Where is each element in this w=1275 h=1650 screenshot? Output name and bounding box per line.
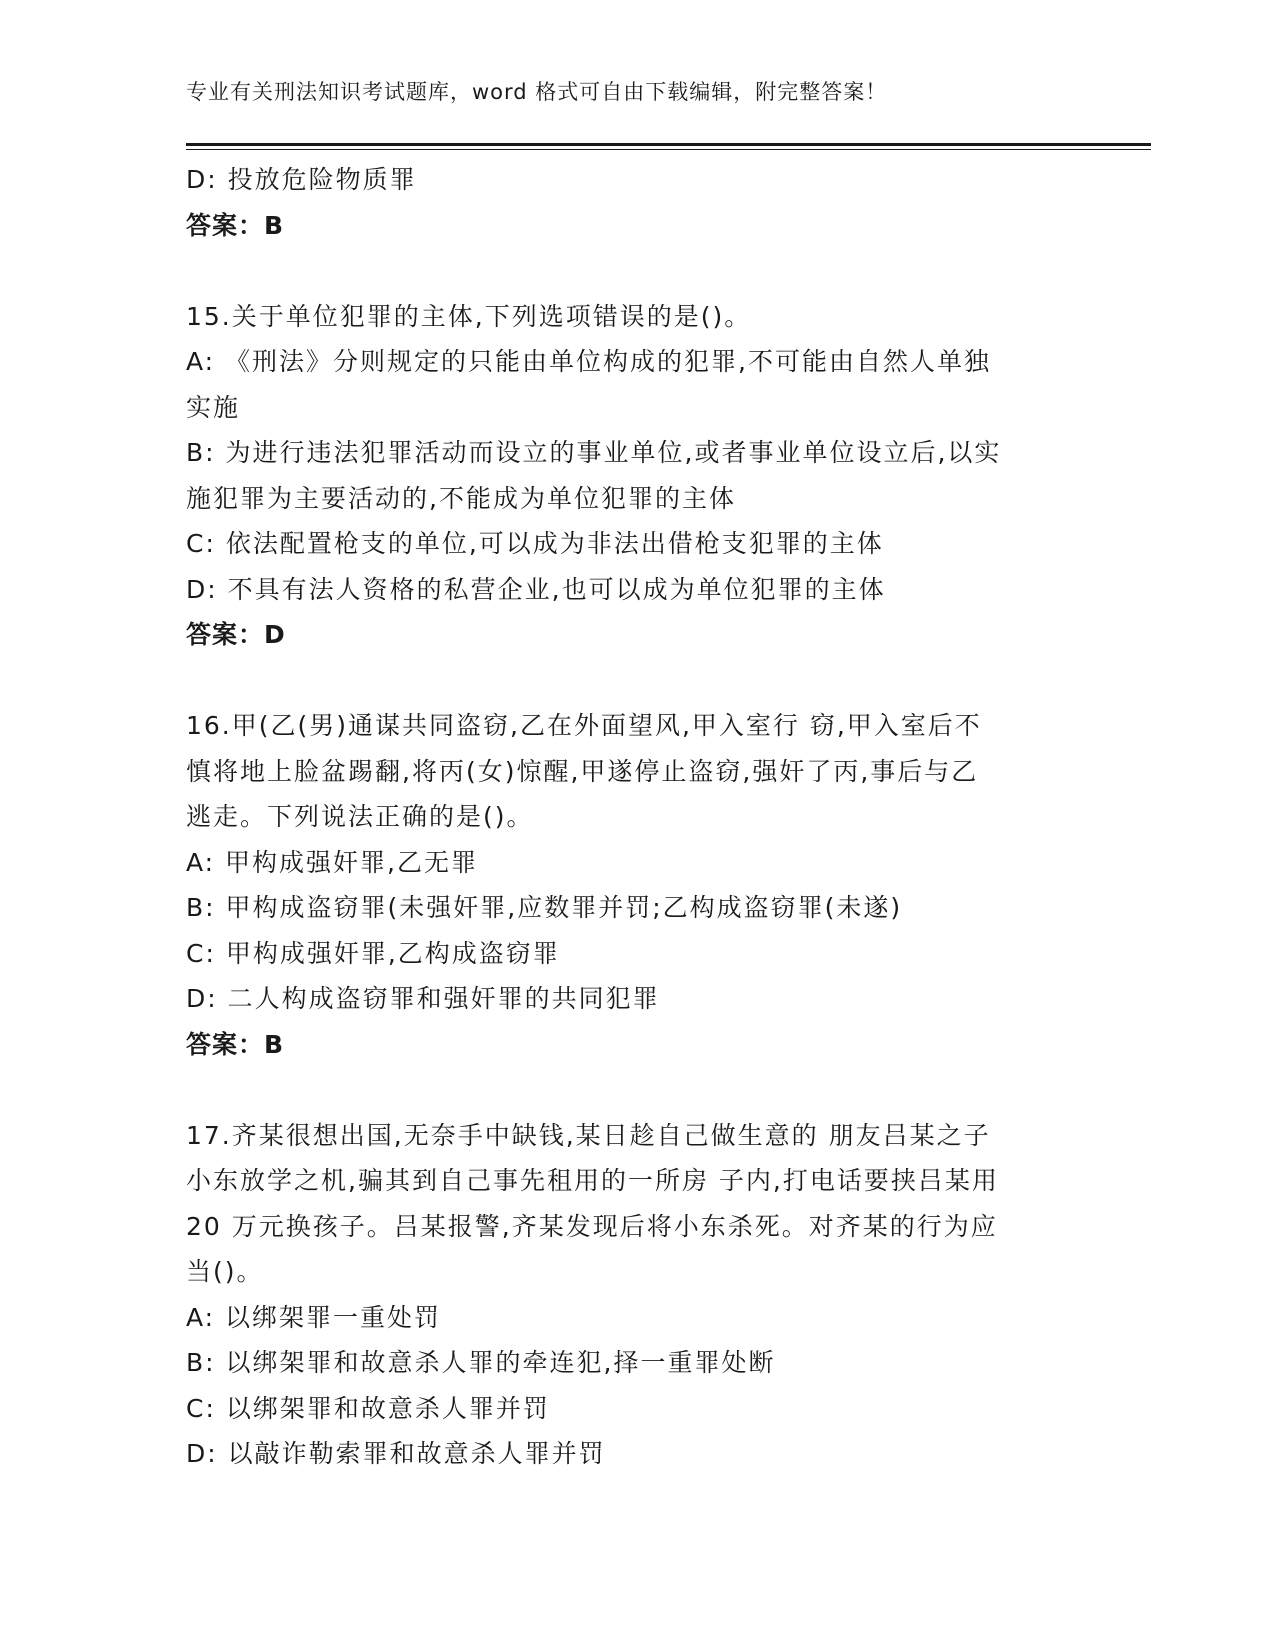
question-text: 小东放学之机,骗其到自己事先租用的一所房 子内,打电话要挟吕某用: [186, 1166, 999, 1195]
block-spacer: [186, 248, 1086, 294]
question-block: [186, 294, 1086, 658]
question-block: [186, 1113, 1086, 1477]
option-line: D: 投放危险物质罪: [186, 165, 417, 194]
answer-line: 答案：B: [186, 1029, 285, 1059]
question-text: 当()。: [186, 1257, 264, 1286]
option-line: B: 甲构成盗窃罪(未强奸罪,应数罪并罚;乙构成盗窃罪(未遂): [186, 893, 903, 922]
option-line: B: 为进行违法犯罪活动而设立的事业单位,或者事业单位设立后,以实: [186, 438, 1002, 467]
option-line: A: 甲构成强奸罪,乙无罪: [186, 847, 478, 877]
option-line: 施犯罪为主要活动的,不能成为单位犯罪的主体: [186, 483, 736, 513]
option-line: A: 以绑架罪一重处罚: [186, 1302, 442, 1332]
question-text: 慎将地上脸盆踢翻,将丙(女)惊醒,甲遂停止盗窃,强奸了丙,事后与乙: [186, 756, 979, 786]
document-body: [186, 157, 1086, 1477]
question-text: 17.齐某很想出国,无奈手中缺钱,某日趁自己做生意的 朋友吕某之子: [186, 1120, 991, 1150]
question-block: [186, 703, 1086, 1067]
option-line: C: 甲构成强奸罪,乙构成盗窃罪: [186, 938, 560, 968]
question-text: 20 万元换孩子。吕某报警,齐某发现后将小东杀死。对齐某的行为应: [186, 1211, 998, 1241]
header-rule-thick: [186, 143, 1151, 146]
page-header: 专业有关刑法知识考试题库，word 格式可自由下载编辑，附完整答案！: [186, 80, 888, 104]
answer-line: 答案：B: [186, 210, 285, 240]
question-block: [186, 157, 1086, 248]
question-text: 16.甲(乙(男)通谋共同盗窃,乙在外面望风,甲入室行 窃,甲入室后不: [186, 711, 982, 740]
option-line: 实施: [186, 392, 241, 422]
option-line: B: 以绑架罪和故意杀人罪的牵连犯,择一重罪处断: [186, 1348, 776, 1377]
option-line: D: 不具有法人资格的私营企业,也可以成为单位犯罪的主体: [186, 574, 886, 604]
header-rule-thin: [186, 149, 1151, 150]
answer-line: 答案：D: [186, 620, 286, 649]
option-line: C: 以绑架罪和故意杀人罪并罚: [186, 1393, 550, 1423]
question-text: 15.关于单位犯罪的主体,下列选项错误的是()。: [186, 301, 752, 331]
option-line: D: 二人构成盗窃罪和强奸罪的共同犯罪: [186, 984, 660, 1013]
option-line: A: 《刑法》分则规定的只能由单位构成的犯罪,不可能由自然人单独: [186, 347, 991, 376]
question-text: 逃走。下列说法正确的是()。: [186, 802, 534, 831]
option-line: D: 以敲诈勒索罪和故意杀人罪并罚: [186, 1439, 606, 1468]
block-spacer: [186, 1067, 1086, 1113]
block-spacer: [186, 658, 1086, 704]
option-line: C: 依法配置枪支的单位,可以成为非法出借枪支犯罪的主体: [186, 529, 884, 558]
